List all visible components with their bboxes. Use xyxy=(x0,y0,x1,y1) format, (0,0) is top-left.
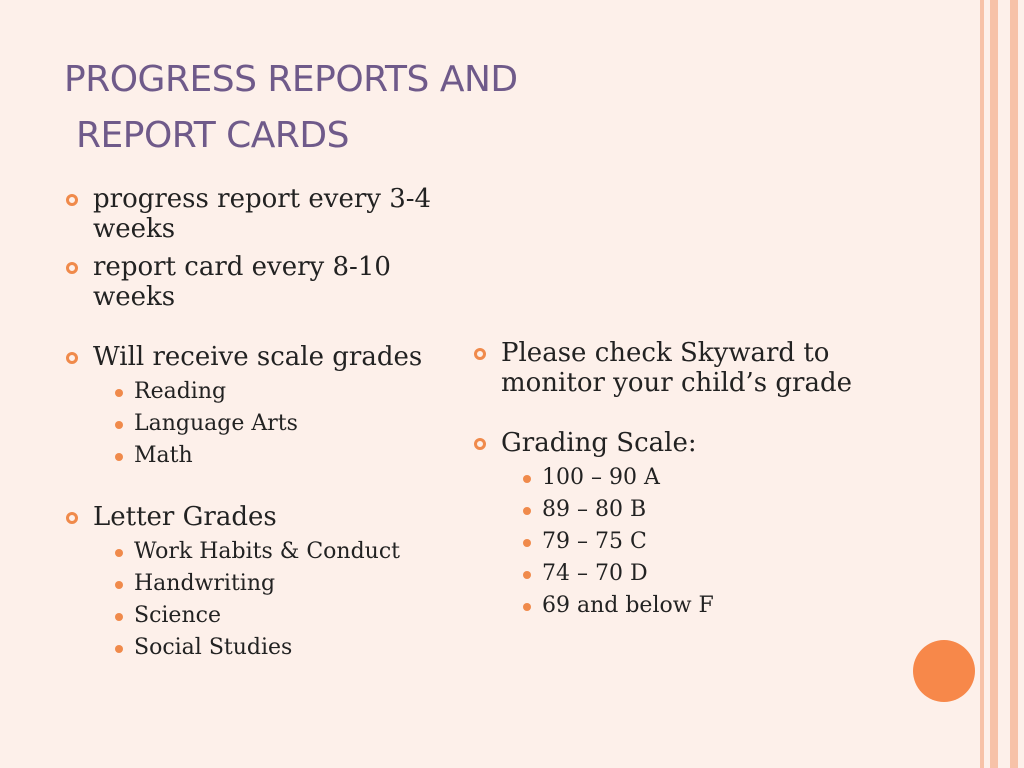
sub-list-item xyxy=(93,376,464,408)
list-item xyxy=(64,502,464,664)
list-item-text: Letter Grades xyxy=(93,502,277,532)
list-item xyxy=(472,338,892,398)
bullet-icon xyxy=(66,512,78,524)
decorative-circle xyxy=(913,640,975,702)
left-bullet-list xyxy=(64,184,464,664)
sub-bullet-icon xyxy=(115,613,123,621)
sub-list-item xyxy=(501,526,892,558)
sub-list-item xyxy=(93,632,464,664)
sub-list-item-text: 74 – 70 D xyxy=(542,561,648,586)
sub-bullet-icon xyxy=(523,507,531,515)
list-item-text: progress report every 3-4 weeks xyxy=(93,184,432,244)
sub-list-item-text: Handwriting xyxy=(134,571,276,596)
bullet-icon xyxy=(66,352,78,364)
right-bullet-list xyxy=(472,338,892,622)
sub-bullet-icon xyxy=(115,581,123,589)
sub-list-item-text: 100 – 90 A xyxy=(542,465,660,490)
bullet-icon xyxy=(66,194,78,206)
bullet-icon xyxy=(474,438,486,450)
sub-list-item-text: 69 and below F xyxy=(542,593,714,618)
sub-list-item xyxy=(93,568,464,600)
sub-bullet-icon xyxy=(523,603,531,611)
bullet-icon xyxy=(474,348,486,360)
sub-bullet-icon xyxy=(523,475,531,483)
title-line-2: REPORT CARDS xyxy=(76,115,349,156)
sub-list-item xyxy=(93,440,464,472)
list-item-text: Grading Scale: xyxy=(501,428,697,458)
sub-list-item-text: 89 – 80 B xyxy=(542,497,647,522)
sub-list-item-text: Social Studies xyxy=(134,635,293,660)
bullet-icon xyxy=(66,262,78,274)
list-item-text: Will receive scale grades xyxy=(93,342,423,372)
sub-list-item xyxy=(501,462,892,494)
sub-list-item xyxy=(501,558,892,590)
sub-list-item-text: Science xyxy=(134,603,221,628)
decorative-stripes xyxy=(978,0,1024,768)
list-item-text: Please check Skyward to monitor your child’s grade xyxy=(501,338,852,398)
sub-list-item-text: 79 – 75 C xyxy=(542,529,647,554)
right-column xyxy=(472,338,892,630)
slide-title xyxy=(64,52,624,164)
sub-list-item xyxy=(93,600,464,632)
sub-bullet-icon xyxy=(115,389,123,397)
list-item-text: report card every 8-10 weeks xyxy=(93,252,391,312)
sub-list-item xyxy=(501,590,892,622)
list-item xyxy=(64,252,464,312)
sub-bullet-icon xyxy=(523,539,531,547)
sub-list-item-text: Math xyxy=(134,443,193,468)
sub-bullet-icon xyxy=(115,453,123,461)
list-item xyxy=(472,428,892,622)
sub-list xyxy=(93,376,464,472)
list-item xyxy=(64,184,464,244)
sub-list-item-text: Reading xyxy=(134,379,227,404)
sub-list-item xyxy=(501,494,892,526)
sub-list-item xyxy=(93,408,464,440)
sub-bullet-icon xyxy=(115,645,123,653)
sub-list-item-text: Work Habits & Conduct xyxy=(134,539,400,564)
sub-bullet-icon xyxy=(115,421,123,429)
title-line-1: PROGRESS REPORTS AND xyxy=(64,59,518,100)
sub-bullet-icon xyxy=(115,549,123,557)
sub-list-item-text: Language Arts xyxy=(134,411,298,436)
sub-list xyxy=(501,462,892,622)
sub-list xyxy=(93,536,464,664)
left-column xyxy=(64,184,464,672)
sub-list-item xyxy=(93,536,464,568)
list-item xyxy=(64,342,464,472)
sub-bullet-icon xyxy=(523,571,531,579)
